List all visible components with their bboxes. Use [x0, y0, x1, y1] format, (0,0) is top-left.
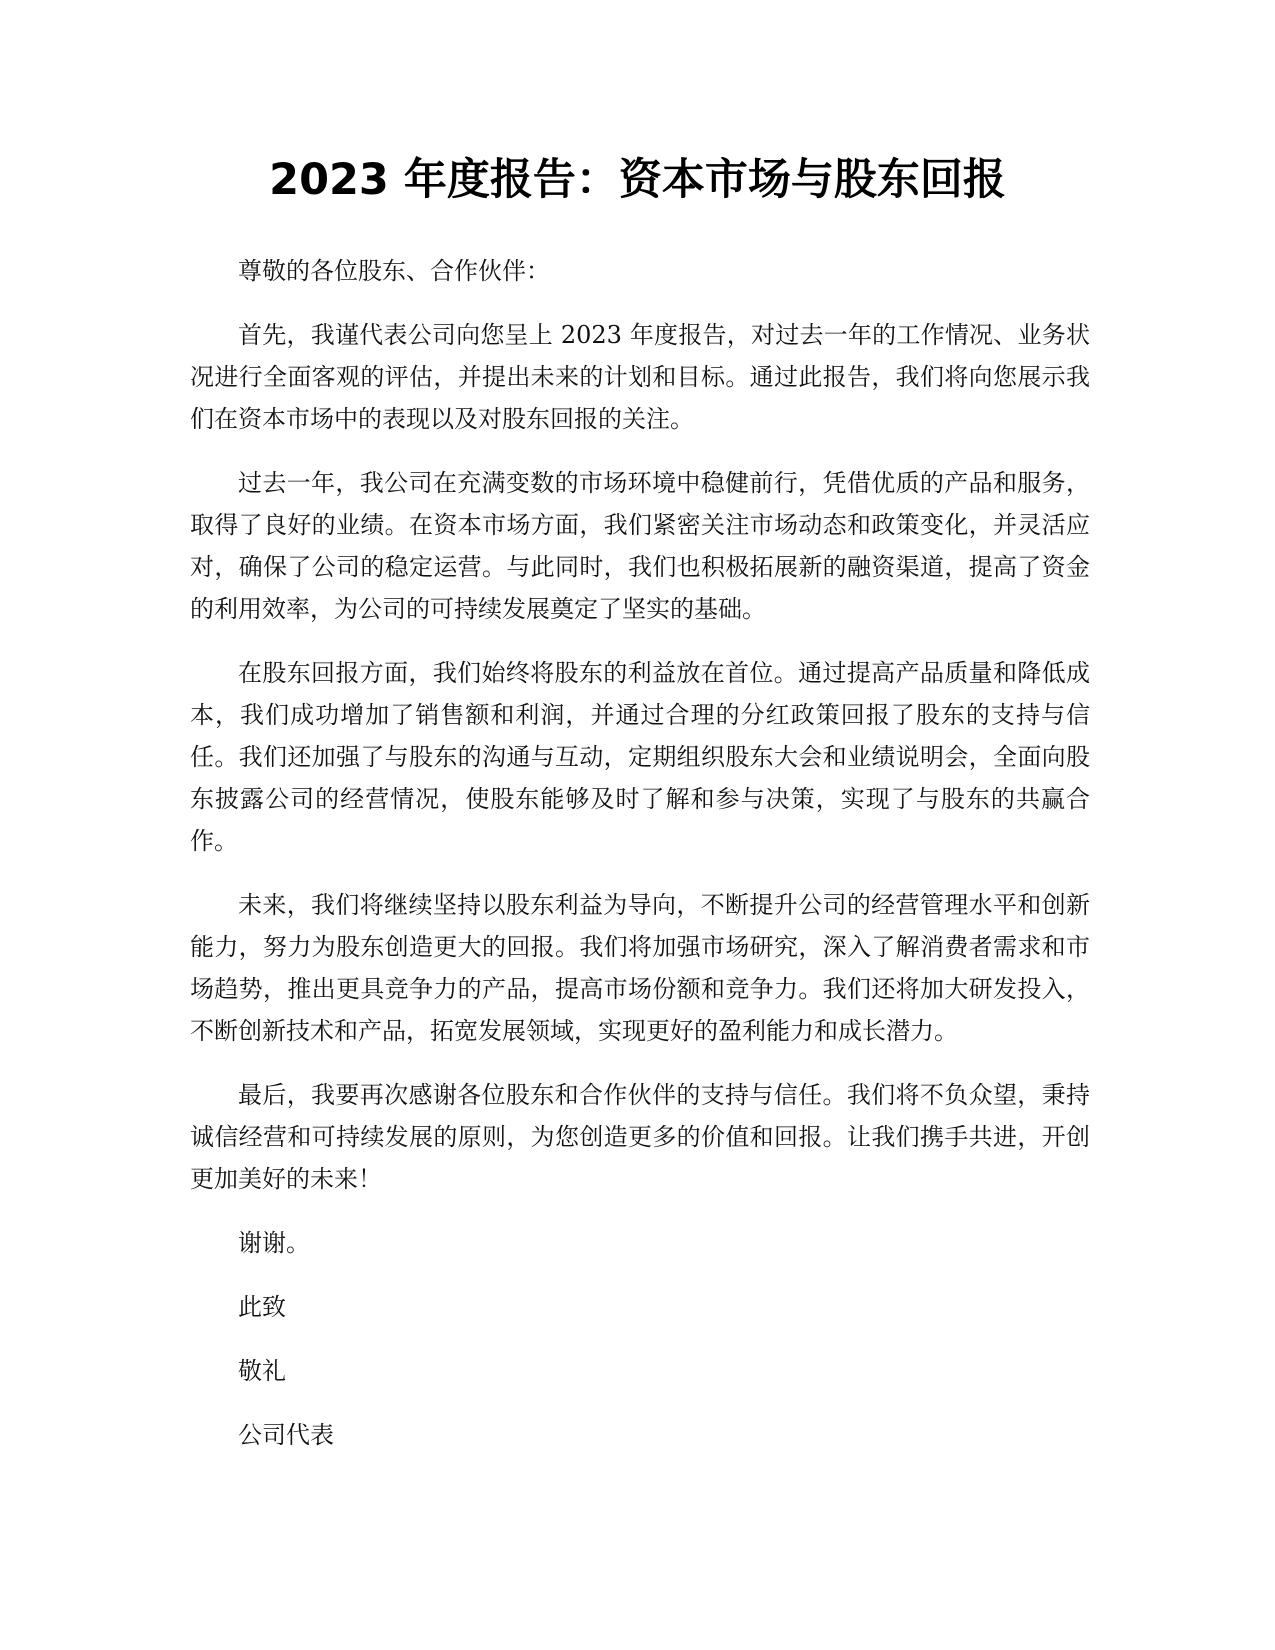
paragraph-intro: 首先，我谨代表公司向您呈上 2023 年度报告，对过去一年的工作情况、业务状况进行全面客观的评估，并提出未来的计划和目标。通过此报告，我们将向您展示我们在资本市场中的表现以及对股东回报的关注。 [190, 321, 1090, 433]
signature-line: 公司代表 [238, 1421, 334, 1449]
closing-line-2: 敬礼 [238, 1357, 286, 1385]
paragraph-shareholder-return: 在股东回报方面，我们始终将股东的利益放在首位。通过提高产品质量和降低成本，我们成功增加了销售额和利润，并通过合理的分红政策回报了股东的支持与信任。我们还加强了与股东的沟通与互动，定期组织股东大会和业绩说明会，全面向股东披露公司的经营情况，使股东能够及时了解和参与决策，实现了与股东的共赢合作。 [190, 659, 1090, 855]
paragraph-future-plans: 未来，我们将继续坚持以股东利益为导向，不断提升公司的经营管理水平和创新能力，努力为股东创造更大的回报。我们将加强市场研究，深入了解消费者需求和市场趋势，推出更具竞争力的产品，提高市场份额和竞争力。我们还将加大研发投入，不断创新技术和产品，拓宽发展领域，实现更好的盈利能力和成长潜力。 [190, 891, 1090, 1045]
document-body [190, 250, 1090, 1478]
thanks-line: 谢谢。 [238, 1229, 310, 1257]
paragraph-conclusion: 最后，我要再次感谢各位股东和合作伙伴的支持与信任。我们将不负众望，秉持诚信经营和可持续发展的原则，为您创造更多的价值和回报。让我们携手共进，开创更加美好的未来！ [190, 1081, 1090, 1193]
document-title: 2023 年度报告：资本市场与股东回报 [269, 155, 1006, 205]
closing-line-1: 此致 [238, 1293, 286, 1321]
paragraph-capital-market: 过去一年，我公司在充满变数的市场环境中稳健前行，凭借优质的产品和服务，取得了良好的业绩。在资本市场方面，我们紧密关注市场动态和政策变化，并灵活应对，确保了公司的稳定运营。与此同时，我们也积极拓展新的融资渠道，提高了资金的利用效率，为公司的可持续发展奠定了坚实的基础。 [190, 469, 1090, 623]
salutation: 尊敬的各位股东、合作伙伴： [238, 257, 550, 285]
